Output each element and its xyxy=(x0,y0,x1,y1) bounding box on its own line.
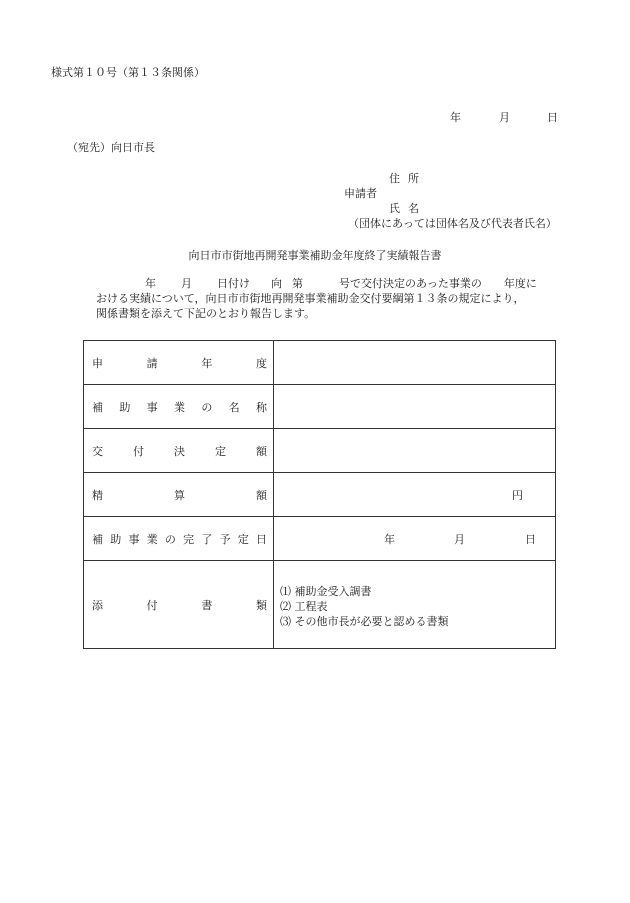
body-line-3: 関係書類を添えて下記のとおり報告します。 xyxy=(96,307,316,320)
label-application-year xyxy=(84,341,274,385)
label-char: 額 xyxy=(256,444,267,458)
completion-month: 月 xyxy=(454,532,465,546)
label-char: の xyxy=(164,532,176,546)
label-char: 事 xyxy=(128,532,140,546)
body-dai: 第 xyxy=(292,277,303,290)
label-char: 名 xyxy=(228,400,240,414)
label-char: 精 xyxy=(92,488,103,502)
attachment-item: ⑶ その他市長が必要と認める書類 xyxy=(280,615,449,628)
value-grant-amount[interactable] xyxy=(274,429,556,473)
value-completion-date[interactable] xyxy=(274,517,556,561)
document-title: 向日市市街地再開発事業補助金年度終了実績報告書 xyxy=(188,249,442,262)
value-application-year[interactable] xyxy=(274,341,556,385)
label-grant-amount xyxy=(84,429,274,473)
label-char: 添 xyxy=(92,598,103,612)
label-char: 事 xyxy=(146,400,158,414)
label-attachments xyxy=(84,561,274,649)
addressee: （宛先）向日市長 xyxy=(67,141,155,154)
completion-day: 日 xyxy=(525,532,536,546)
label-char: 定 xyxy=(215,444,226,458)
organization-note: （団体にあっては団体名及び代表者氏名） xyxy=(348,217,557,230)
label-char: 日 xyxy=(255,532,267,546)
body-year: 年 xyxy=(145,277,156,290)
label-char: 定 xyxy=(237,532,249,546)
label-char: 交 xyxy=(92,444,103,458)
label-chars xyxy=(92,355,267,371)
table-row-grant-amount xyxy=(84,429,556,473)
label-char: の xyxy=(201,400,213,414)
value-attachments xyxy=(274,561,556,649)
body-line-1 xyxy=(96,276,537,291)
table-row-completion-date xyxy=(84,517,556,561)
label-chars xyxy=(92,487,267,503)
body-month: 月 xyxy=(181,277,192,290)
label-char: 業 xyxy=(146,532,158,546)
label-char: 申 xyxy=(92,356,103,370)
attachment-item: ⑴ 補助金受入調書 xyxy=(280,585,372,598)
label-char: 助 xyxy=(110,532,122,546)
date-year: 年 xyxy=(450,111,461,124)
body-muko: 向 xyxy=(271,277,282,290)
label-settlement-amount xyxy=(84,473,274,517)
label-char: 額 xyxy=(256,488,267,502)
label-completion-date xyxy=(84,517,274,561)
label-char: 度 xyxy=(255,356,267,370)
label-char: 付 xyxy=(133,444,144,458)
label-char: 決 xyxy=(174,444,185,458)
label-char: 完 xyxy=(183,532,195,546)
label-char: 予 xyxy=(219,532,231,546)
body-line-2: おける実績について，向日市市街地再開発事業補助金交付要綱第１３条の規定により， xyxy=(96,292,525,305)
label-char: 補 xyxy=(92,532,103,546)
address-label: 住所 xyxy=(389,172,427,185)
attachment-item: ⑵ 工程表 xyxy=(280,600,328,613)
label-char: 助 xyxy=(119,400,131,414)
label-char: 年 xyxy=(201,356,213,370)
label-char: 類 xyxy=(255,598,267,612)
table-row-settlement-amount xyxy=(84,473,556,517)
label-project-name xyxy=(84,385,274,429)
date-day: 日 xyxy=(547,111,558,124)
name-label: 氏名 xyxy=(389,202,427,215)
report-body xyxy=(96,276,537,321)
value-project-name[interactable] xyxy=(274,385,556,429)
label-chars xyxy=(92,443,267,459)
table-row-attachments xyxy=(84,561,556,649)
date-month: 月 xyxy=(499,111,510,124)
table-row-application-year xyxy=(84,341,556,385)
report-table xyxy=(83,340,556,649)
completion-year: 年 xyxy=(384,532,395,546)
label-char: 付 xyxy=(146,598,158,612)
body-decision-text: 号で交付決定のあった事業の xyxy=(339,277,482,290)
body-fiscal-year: 年度に xyxy=(503,277,537,290)
table-row-project-name xyxy=(84,385,556,429)
label-char: 称 xyxy=(255,400,267,414)
label-char: 請 xyxy=(146,356,158,370)
applicant-label: 申請者 xyxy=(344,187,377,200)
label-chars xyxy=(92,597,267,613)
body-day-dated: 日付け xyxy=(217,277,250,290)
label-chars xyxy=(92,399,267,415)
label-char: 算 xyxy=(174,488,185,502)
submission-date xyxy=(450,109,558,125)
label-char: 了 xyxy=(201,532,213,546)
label-char: 書 xyxy=(201,598,213,612)
label-char: 補 xyxy=(92,400,103,414)
label-char: 業 xyxy=(173,400,185,414)
label-chars xyxy=(92,531,267,547)
form-number: 様式第１０号（第１３条関係） xyxy=(51,66,205,79)
value-settlement-amount[interactable]: 円 xyxy=(274,473,556,517)
